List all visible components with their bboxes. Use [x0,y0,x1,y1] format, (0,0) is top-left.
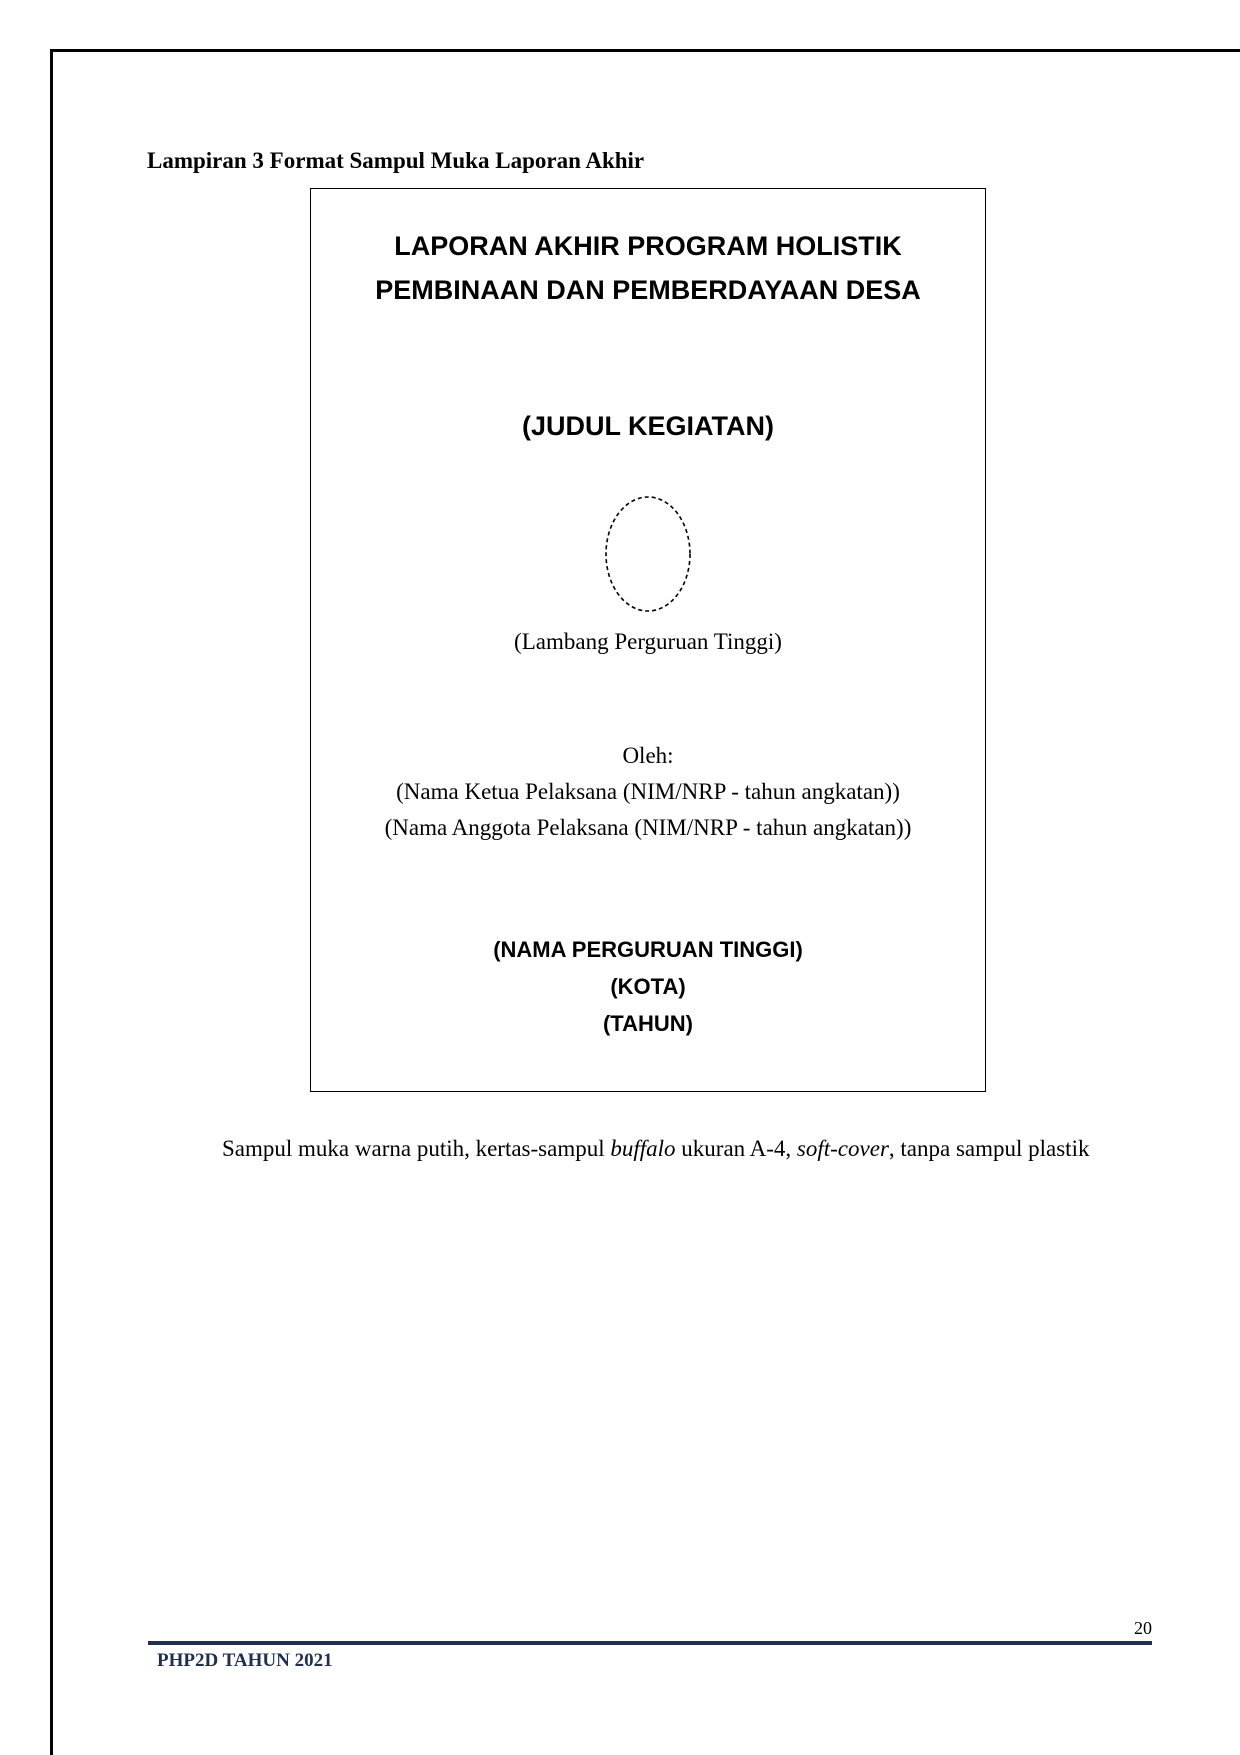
cover-title-line-2: PEMBINAAN DAN PEMBERDAYAAN DESA [375,275,921,305]
activity-title-placeholder: (JUDUL KEGIATAN) [522,411,774,441]
emblem-placeholder-icon [604,495,692,613]
city-placeholder: (KOTA) [610,974,686,999]
note-italic-buffalo: buffalo [610,1136,676,1161]
note-italic-soft-cover: soft-cover [796,1136,889,1161]
institution-placeholder: (NAMA PERGURUAN TINGGI) [493,937,803,962]
note-text-1: Sampul muka warna putih, kertas-sampul [222,1136,611,1161]
appendix-heading: Lampiran 3 Format Sampul Muka Laporan Akhir [147,148,645,173]
leader-name-placeholder: (Nama Ketua Pelaksana (NIM/NRP - tahun angkatan)) [396,779,900,804]
year-placeholder: (TAHUN) [602,1011,693,1036]
cover-template-box [310,188,986,1092]
by-label: Oleh: [622,743,674,768]
cover-spec-note [222,1136,1089,1162]
member-name-placeholder: (Nama Anggota Pelaksana (NIM/NRP - tahun angkatan)) [384,815,912,840]
note-text-2: ukuran A-4, [675,1136,797,1161]
cover-title-line-1: LAPORAN AKHIR PROGRAM HOLISTIK [394,231,902,261]
footer-label: PHP2D TAHUN 2021 [157,1650,333,1671]
note-text-3: , tanpa sampul plastik [888,1136,1090,1161]
footer-rule [148,1641,1152,1645]
emblem-caption: (Lambang Perguruan Tinggi) [514,629,782,654]
page-number: 20 [1134,1618,1152,1638]
